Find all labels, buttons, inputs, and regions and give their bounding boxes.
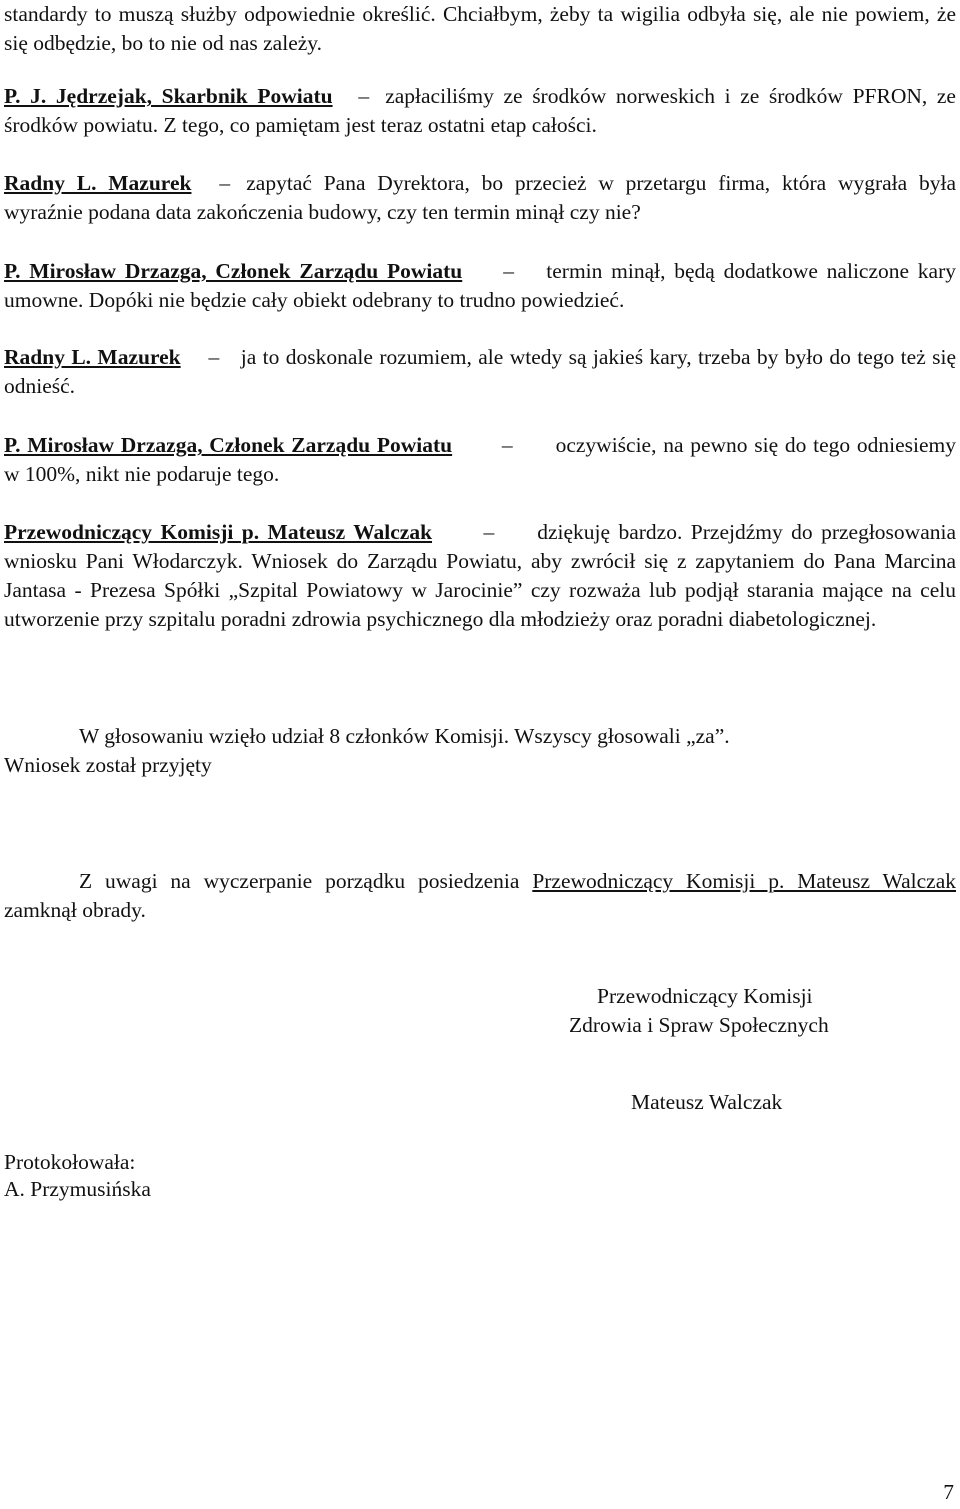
speaker-name: P. Mirosław Drzazga, Członek Zarządu Powiatu xyxy=(4,259,463,283)
paragraph-continuation xyxy=(4,0,956,58)
speaker-name: P. Mirosław Drzazga, Członek Zarządu Powiatu xyxy=(4,433,453,457)
speech-dash: – xyxy=(219,171,231,195)
speaker-name: Radny L. Mazurek xyxy=(4,171,192,195)
paragraph-drzazga-1 xyxy=(4,257,956,315)
closing-text: Z uwagi na wyczerpanie porządku posiedzenia xyxy=(79,869,520,893)
paragraph-walczak xyxy=(4,518,956,634)
signature-title-line1: Przewodniczący Komisji xyxy=(597,984,813,1008)
paragraph-text: zapytać Pana Dyrektora, bo przecież w przetargu firma, która wygrała była wyraźnie podana data zakończenia budowy, czy ten termin minął czy nie? xyxy=(4,171,957,224)
speech-dash: – xyxy=(358,84,370,108)
paragraph-skarbnik xyxy=(4,82,956,140)
page-number: 7 xyxy=(943,1480,954,1504)
paragraph-text: dziękuję bardzo. Przejdźmy do przegłosowania wniosku Pani Włodarczyk. Wniosek do Zarządu Powiatu, aby zwrócił się z zapytaniem do Pana Marcina Jantasa - Prezesa Spółki „Szpital Powiatowy w Jarocinie” czy rozważa lub podjął starania mające na celu utworzenie przy szpitalu poradni zdrowia psychicznego dla młodzieży oraz poradni diabetologicznej. xyxy=(4,520,957,631)
speech-dash: – xyxy=(501,433,513,457)
paragraph-text: termin minął, będą dodatkowe naliczone kary umowne. Dopóki nie będzie cały obiekt odebrany to trudno powiedzieć. xyxy=(4,259,957,312)
speech-dash: – xyxy=(483,520,495,544)
chairman-name: Przewodniczący Komisji p. Mateusz Walczak xyxy=(532,869,956,893)
vote-line: W głosowaniu wzięło udział 8 członków Komisji. Wszyscy głosowali „za”. xyxy=(79,724,730,748)
recorder-label: Protokołowała: xyxy=(4,1150,136,1174)
vote-outcome: Wniosek został przyjęty xyxy=(4,753,212,777)
paragraph-text: standardy to muszą służby odpowiednie określić. Chciałbym, żeby ta wigilia odbyła się, ale nie powiem, że się odbędzie, bo to nie od nas zależy. xyxy=(4,2,956,55)
paragraph-text: zapłaciliśmy ze środków norweskich i ze środków PFRON, ze środków powiatu. Z tego, co pamiętam jest teraz ostatni etap całości. xyxy=(4,84,956,137)
speaker-name: P. J. Jędrzejak, Skarbnik Powiatu xyxy=(4,84,333,108)
speaker-name: Przewodniczący Komisji p. Mateusz Walczak xyxy=(4,520,433,544)
speaker-name: Radny L. Mazurek xyxy=(4,345,181,369)
signature-name: Mateusz Walczak xyxy=(631,1090,783,1114)
closing-paragraph xyxy=(4,867,956,925)
signature-title-line2: Zdrowia i Spraw Społecznych xyxy=(569,1013,829,1037)
paragraph-text: ja to doskonale rozumiem, ale wtedy są jakieś kary, trzeba by było do tego też się odnieść. xyxy=(4,345,956,398)
closing-text-end: zamknął obrady. xyxy=(4,898,146,922)
paragraph-drzazga-2 xyxy=(4,431,956,489)
paragraph-mazurek-1 xyxy=(4,169,956,227)
speech-dash: – xyxy=(503,259,515,283)
recorder-name: A. Przymusińska xyxy=(4,1177,151,1201)
paragraph-mazurek-2 xyxy=(4,343,956,401)
vote-result xyxy=(4,722,956,780)
speech-dash: – xyxy=(208,345,220,369)
paragraph-text: oczywiście, na pewno się do tego odniesiemy w 100%, nikt nie podaruje tego. xyxy=(4,433,956,486)
